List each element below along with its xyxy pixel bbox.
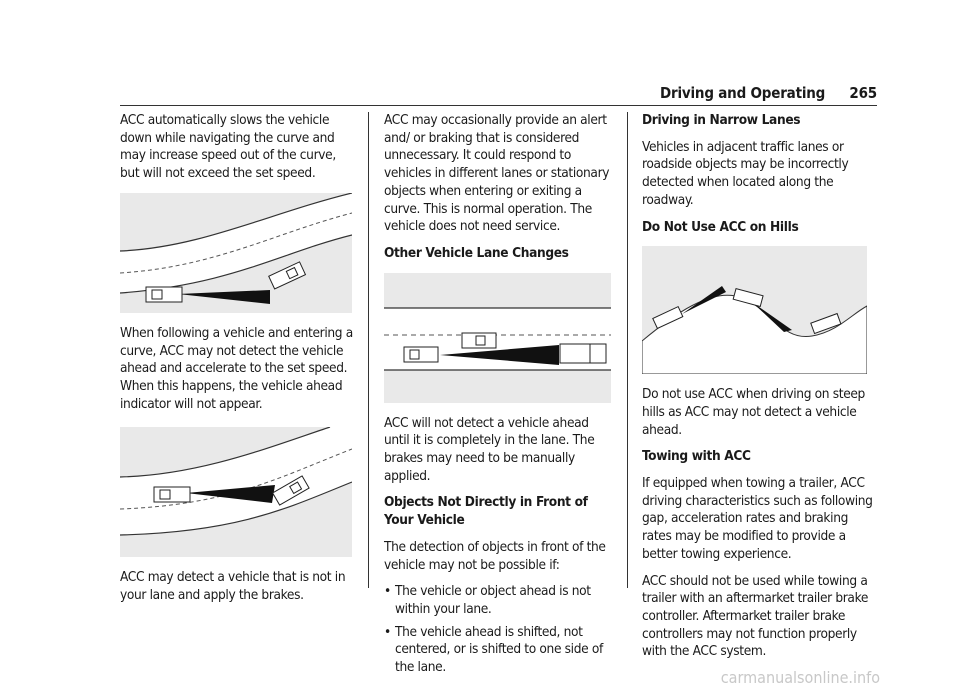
- paragraph: ACC may occasionally provide an alert and/ or braking that is considered unnecessary. It could respond to vehicles in different lanes or stationary objects when entering or exiting a curve. This is normal operation. The vehicle does not need service.: [384, 112, 610, 235]
- paragraph: Do not use ACC when driving on steep hills as ACC may not detect a vehicle ahead.: [642, 386, 865, 438]
- paragraph: ACC will not detect a vehicle ahead until it is completely in the lane. The brakes may need to be manually applied.: [384, 414, 595, 484]
- paragraph: The detection of objects in front of the vehicle may not be possible if:: [384, 538, 606, 573]
- page-number: 265: [849, 84, 877, 102]
- bullet-list: [384, 583, 616, 677]
- column-3: [642, 112, 877, 670]
- paragraph: ACC should not be used while towing a trailer with an aftermarket trailer brake controller. Aftermarket trailer brake controllers may not function properly with the ACC system.: [642, 572, 868, 660]
- section-heading: Objects Not Directly in Front of Your Vehicle: [384, 494, 588, 529]
- section-heading: Do Not Use ACC on Hills: [642, 218, 799, 235]
- column-divider: [368, 112, 369, 588]
- list-item: • The vehicle ahead is shifted, not centered, or is shifted to one side of the lane.: [384, 624, 616, 677]
- paragraph: If equipped when towing a trailer, ACC driving characteristics such as following gap, acceleration rates and braking rates may be modified to provide a better towing experience.: [642, 475, 873, 562]
- column-2: [384, 112, 616, 682]
- figure-curve-slowdown: [120, 193, 352, 313]
- header-rule: [120, 105, 877, 106]
- paragraph: ACC automatically slows the vehicle down while navigating the curve and may increase speed out of the curve, but will not exceed the set speed.: [120, 112, 336, 182]
- figure-hills: [642, 246, 867, 374]
- column-1: [120, 112, 356, 614]
- section-heading: Other Vehicle Lane Changes: [384, 244, 569, 261]
- paragraph: Vehicles in adjacent traffic lanes or roadside objects may be incorrectly detected when located along the roadway.: [642, 138, 849, 208]
- watermark-text: carmanualsonline.info: [720, 668, 880, 687]
- figure-curve-no-detect: [120, 427, 352, 557]
- paragraph: ACC may detect a vehicle that is not in your lane and apply the brakes.: [120, 569, 346, 604]
- section-heading: Driving in Narrow Lanes: [642, 112, 801, 128]
- column-divider: [627, 112, 628, 588]
- paragraph: When following a vehicle and entering a curve, ACC may not detect the vehicle ahead and accelerate to the set speed. When this happens, the vehicle ahead indicator will not appear.: [120, 324, 353, 412]
- section-heading: Towing with ACC: [642, 448, 751, 465]
- list-item: • The vehicle or object ahead is not within your lane.: [384, 583, 616, 618]
- page-header: [660, 84, 877, 102]
- section-title: Driving and Operating: [660, 84, 826, 102]
- figure-lane-change: [384, 273, 611, 403]
